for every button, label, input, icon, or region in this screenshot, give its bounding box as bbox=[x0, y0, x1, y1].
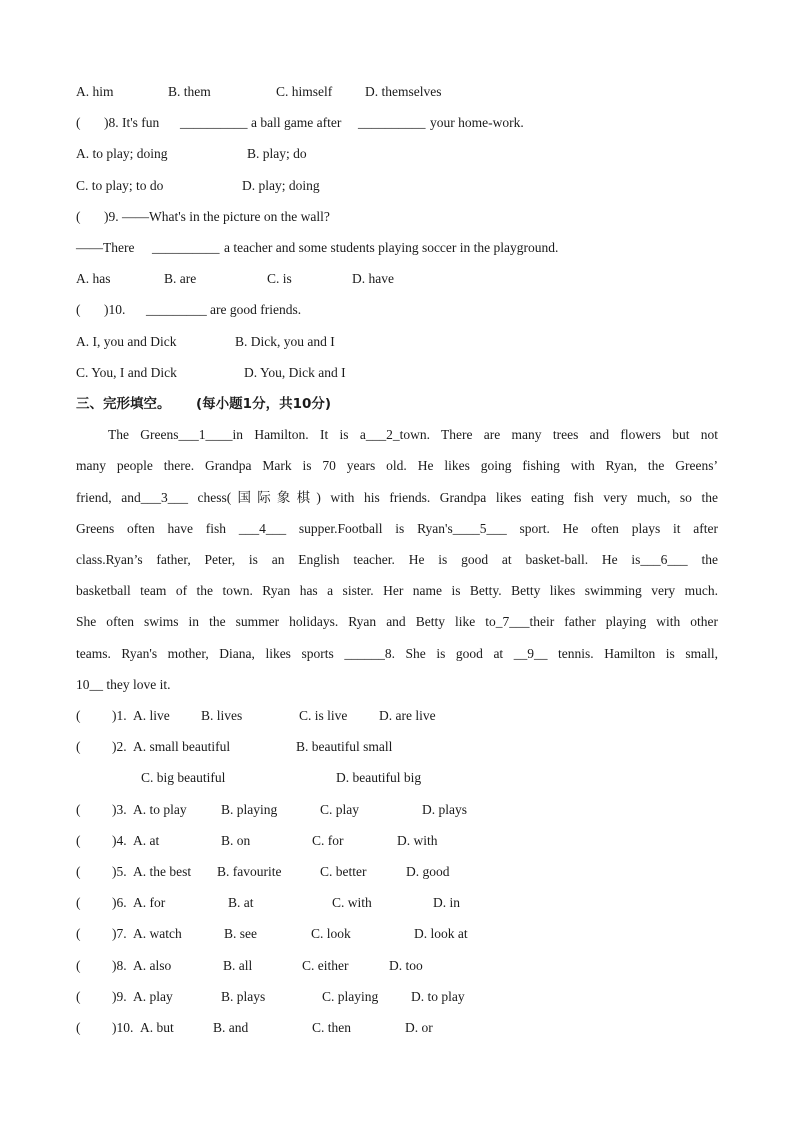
cloze-paren: ( bbox=[76, 864, 81, 879]
cloze-paren: ( bbox=[76, 739, 81, 754]
section-3-title: 三、完形填空。 bbox=[76, 396, 171, 412]
cloze-option-d: D. good bbox=[406, 864, 450, 879]
cloze-option-b: B. plays bbox=[221, 989, 266, 1004]
cloze-number: )7. bbox=[112, 926, 127, 941]
cloze-item-8 bbox=[76, 956, 718, 976]
q10-option-d: D. You, Dick and I bbox=[244, 365, 346, 380]
q10-option-c: C. You, I and Dick bbox=[76, 365, 177, 380]
cloze-option-c: C. look bbox=[311, 926, 351, 941]
cloze-option-b: B. and bbox=[213, 1020, 249, 1035]
cloze-option-c: C. play bbox=[320, 802, 359, 817]
section-3-heading bbox=[76, 394, 718, 414]
q9-option-d: D. have bbox=[352, 271, 394, 286]
cloze-paren: ( bbox=[76, 802, 81, 817]
cloze-option-b: B. all bbox=[223, 958, 253, 973]
q10-option-a: A. I, you and Dick bbox=[76, 334, 177, 349]
q8-blank-2: __________ bbox=[358, 115, 426, 130]
q10-tail-text: are good friends. bbox=[210, 302, 302, 317]
q9-options bbox=[76, 269, 718, 289]
cloze-item-7 bbox=[76, 924, 718, 944]
cloze-option-d: D. to play bbox=[411, 989, 465, 1004]
cloze-item-2-cont bbox=[76, 768, 718, 788]
cloze-number: )4. bbox=[112, 833, 127, 848]
cloze-option-b: B. at bbox=[228, 895, 254, 910]
cloze-paren: ( bbox=[76, 958, 81, 973]
passage-line-1: The Greens___1____in Hamilton. It is a___2_town. There are many trees and flowers but not bbox=[108, 427, 718, 442]
q10-options-row-2 bbox=[76, 363, 718, 383]
q8-option-c: C. to play; to do bbox=[76, 178, 164, 193]
cloze-option-d: D. are live bbox=[379, 708, 436, 723]
q8-paren: ( bbox=[76, 115, 81, 130]
passage-line-4: Greens often have fish ___4___ supper.Football is Ryan's____5___ sport. He often plays it after bbox=[76, 521, 718, 536]
q8-option-a: A. to play; doing bbox=[76, 146, 168, 161]
cloze-paren: ( bbox=[76, 989, 81, 1004]
cloze-option-d: D. or bbox=[405, 1020, 433, 1035]
q8-stem bbox=[76, 113, 718, 133]
section-3-score: (每小题1分，共10分) bbox=[196, 396, 332, 412]
cloze-option-d: D. beautiful big bbox=[336, 770, 422, 785]
cloze-number: )6. bbox=[112, 895, 127, 910]
passage-line-2: many people there. Grandpa Mark is 70 years old. He likes going fishing with Ryan, the Greens’ bbox=[76, 458, 718, 473]
q9-stem bbox=[76, 207, 718, 227]
cloze-paren: ( bbox=[76, 895, 81, 910]
cloze-option-b: B. playing bbox=[221, 802, 278, 817]
cloze-paren: ( bbox=[76, 833, 81, 848]
q8-blank-1: __________ bbox=[180, 115, 248, 130]
cloze-option-d: D. look at bbox=[414, 926, 468, 941]
cloze-option-c: C. for bbox=[312, 833, 344, 848]
q7-option-d: D. themselves bbox=[365, 84, 442, 99]
q9-question-text: )9. ——What's in the picture on the wall? bbox=[104, 209, 330, 224]
cloze-paren: ( bbox=[76, 708, 81, 723]
cloze-option-c: C. either bbox=[302, 958, 349, 973]
q7-options bbox=[76, 82, 718, 102]
cloze-option-c: C. then bbox=[312, 1020, 351, 1035]
q9-answer-pre: ——There bbox=[76, 240, 135, 255]
q8-options-row-2 bbox=[76, 176, 718, 196]
cloze-item-10 bbox=[76, 1018, 718, 1038]
cloze-number: )9. bbox=[112, 989, 127, 1004]
cloze-item-9 bbox=[76, 987, 718, 1007]
cloze-option-a: A. also bbox=[133, 958, 172, 973]
q10-blank: _________ bbox=[146, 302, 207, 317]
cloze-option-c: C. better bbox=[320, 864, 367, 879]
cloze-option-a: A. live bbox=[133, 708, 170, 723]
q9-paren: ( bbox=[76, 209, 81, 224]
passage-line-5: class.Ryan’s father, Peter, is an English teacher. He is good at basket-ball. He is___6___ the bbox=[76, 552, 718, 567]
cloze-option-d: D. plays bbox=[422, 802, 467, 817]
q10-options-row-1 bbox=[76, 332, 718, 352]
q9-option-a: A. has bbox=[76, 271, 111, 286]
q8-tail-text: your home-work. bbox=[430, 115, 524, 130]
passage-line-8: teams. Ryan's mother, Diana, likes sports ______8. She is good at __9__ tennis. Hamilton is small, bbox=[76, 646, 718, 661]
q10-stem bbox=[76, 300, 718, 320]
q9-blank: __________ bbox=[152, 240, 220, 255]
q9-answer-line bbox=[76, 238, 718, 258]
q8-option-d: D. play; doing bbox=[242, 178, 320, 193]
cloze-option-a: A. play bbox=[133, 989, 173, 1004]
cloze-number: )5. bbox=[112, 864, 127, 879]
passage-line-6: basketball team of the town. Ryan has a sister. Her name is Betty. Betty likes swimming very much. bbox=[76, 583, 718, 598]
cloze-number: )10. bbox=[112, 1020, 134, 1035]
cloze-option-c: C. with bbox=[332, 895, 372, 910]
cloze-item-2 bbox=[76, 737, 718, 757]
q9-answer-post: a teacher and some students playing soccer in the playground. bbox=[224, 240, 559, 255]
passage-line-7: She often swims in the summer holidays. Ryan and Betty like to_7___their father playing with other bbox=[76, 614, 718, 629]
q7-option-b: B. them bbox=[168, 84, 211, 99]
q8-option-b: B. play; do bbox=[247, 146, 307, 161]
cloze-option-c: C. is live bbox=[299, 708, 348, 723]
cloze-option-b: B. lives bbox=[201, 708, 243, 723]
cloze-option-a: A. watch bbox=[133, 926, 182, 941]
cloze-number: )2. bbox=[112, 739, 127, 754]
q7-option-c: C. himself bbox=[276, 84, 333, 99]
cloze-item-3 bbox=[76, 800, 718, 820]
passage-line-9: 10__ they love it. bbox=[76, 677, 171, 692]
cloze-option-a: A. to play bbox=[133, 802, 187, 817]
cloze-number: )3. bbox=[112, 802, 127, 817]
cloze-item-6 bbox=[76, 893, 718, 913]
q8-number-text: )8. It's fun bbox=[104, 115, 160, 130]
cloze-option-a: A. the best bbox=[133, 864, 192, 879]
q10-paren: ( bbox=[76, 302, 81, 317]
cloze-number: )8. bbox=[112, 958, 127, 973]
cloze-option-c: C. playing bbox=[322, 989, 379, 1004]
cloze-option-a: A. at bbox=[133, 833, 160, 848]
cloze-option-d: D. in bbox=[433, 895, 460, 910]
q8-options-row-1 bbox=[76, 144, 718, 164]
cloze-option-a: A. for bbox=[133, 895, 166, 910]
cloze-option-a: A. small beautiful bbox=[133, 739, 231, 754]
cloze-option-b: B. beautiful small bbox=[296, 739, 393, 754]
cloze-option-c: C. big beautiful bbox=[141, 770, 226, 785]
cloze-option-a: A. but bbox=[140, 1020, 174, 1035]
q8-mid-text: a ball game after bbox=[251, 115, 342, 130]
q9-option-b: B. are bbox=[164, 271, 197, 286]
q9-option-c: C. is bbox=[267, 271, 292, 286]
passage-line-3: friend, and___3___ chess(国际象棋) with his friends. Grandpa likes eating fish very much, so the bbox=[76, 490, 718, 505]
cloze-paren: ( bbox=[76, 1020, 81, 1035]
cloze-paren: ( bbox=[76, 926, 81, 941]
cloze-item-4 bbox=[76, 831, 718, 851]
cloze-item-5 bbox=[76, 862, 718, 882]
cloze-option-d: D. with bbox=[397, 833, 438, 848]
cloze-option-b: B. on bbox=[221, 833, 251, 848]
q10-option-b: B. Dick, you and I bbox=[235, 334, 335, 349]
cloze-number: )1. bbox=[112, 708, 127, 723]
cloze-option-d: D. too bbox=[389, 958, 423, 973]
cloze-item-1 bbox=[76, 706, 718, 726]
cloze-option-b: B. favourite bbox=[217, 864, 282, 879]
q10-number-text: )10. bbox=[104, 302, 126, 317]
q7-option-a: A. him bbox=[76, 84, 114, 99]
cloze-option-b: B. see bbox=[224, 926, 257, 941]
